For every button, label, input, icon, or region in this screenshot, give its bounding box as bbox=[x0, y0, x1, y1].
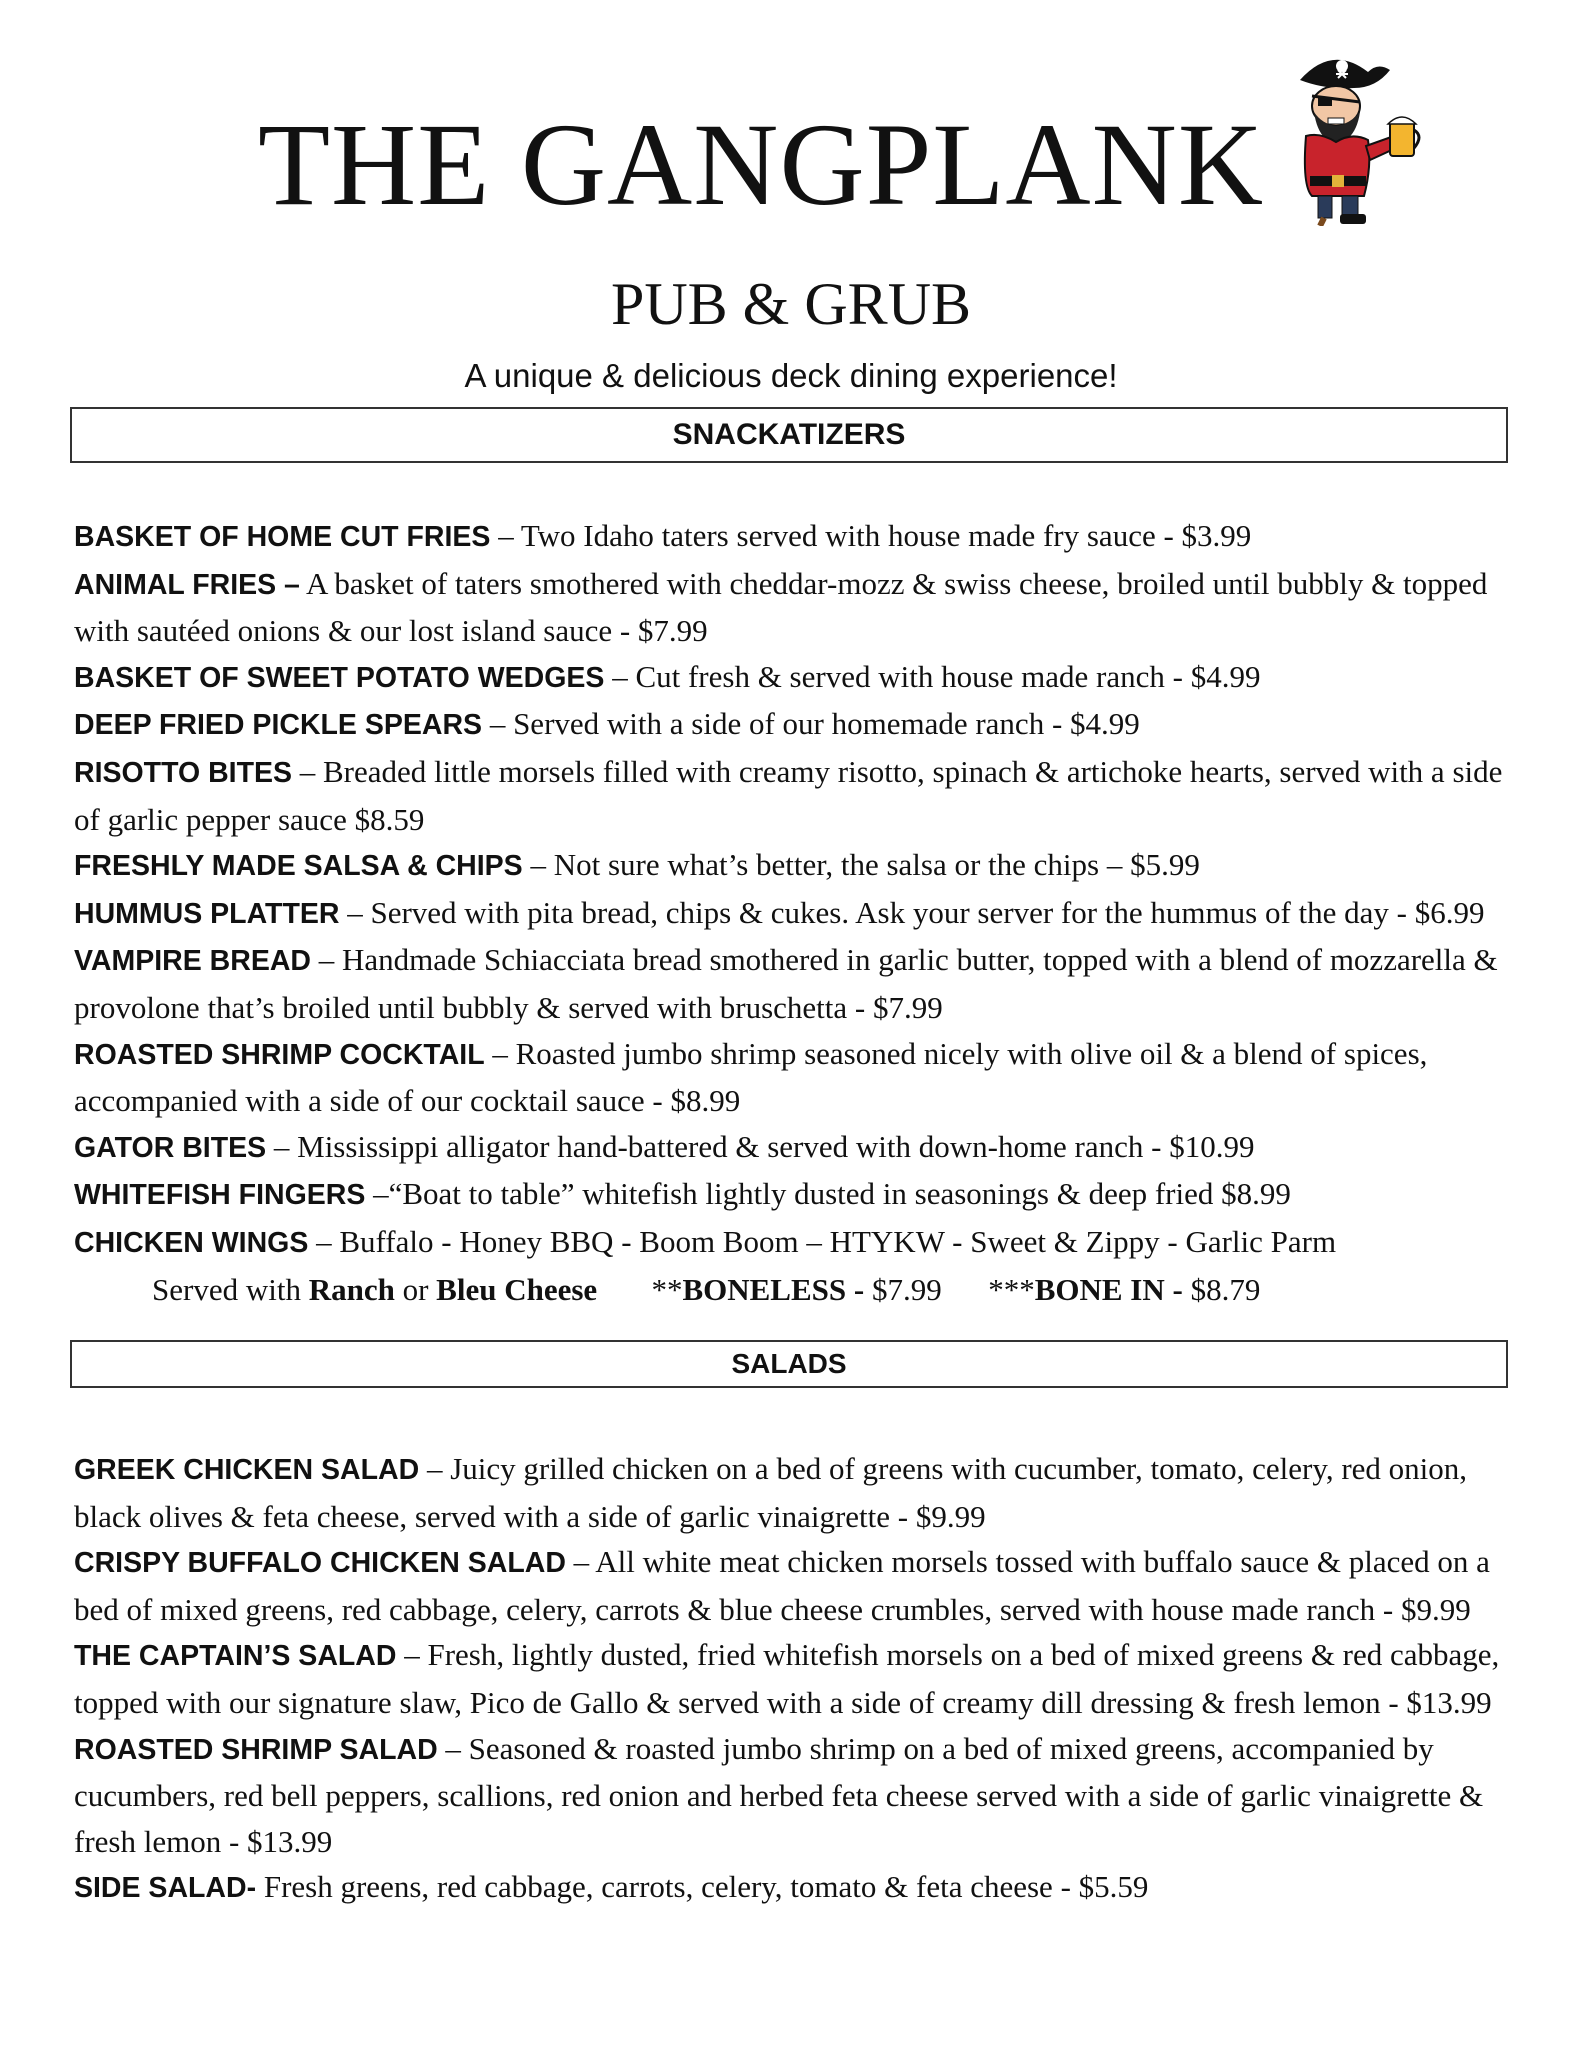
item-description: A basket of taters smothered with cheddar-mozz & swiss cheese, broiled until bubbly & topped with sautéed onions & our lost island sauce - $7.99 bbox=[74, 565, 1488, 649]
salads-list bbox=[74, 1446, 1514, 1912]
item-name: ROASTED SHRIMP SALAD bbox=[74, 1733, 438, 1766]
item-name: FRESHLY MADE SALSA & CHIPS bbox=[74, 850, 523, 883]
menu-item bbox=[74, 1446, 1514, 1539]
menu-item bbox=[74, 1031, 1514, 1124]
restaurant-title: THE GANGPLANK bbox=[257, 99, 1265, 230]
item-description: –“Boat to table” whitefish lightly dusted in seasonings & deep fried $8.99 bbox=[365, 1176, 1291, 1212]
wing-boneless-price: $7.99 bbox=[864, 1271, 942, 1307]
restaurant-subtitle: PUB & GRUB bbox=[610, 271, 972, 337]
wing-bone-in-price: $8.79 bbox=[1182, 1271, 1261, 1307]
item-description: – Seasoned & roasted jumbo shrimp on a bed of mixed greens, accompanied by cucumbers, red bell peppers, scallions, red onion and herbed feta cheese served with a side of garlic vinaigrette & fresh lemon - $13.99 bbox=[74, 1730, 1484, 1859]
item-description: – Mississippi alligator hand-battered & served with down-home ranch - $10.99 bbox=[266, 1128, 1255, 1164]
item-description: – All white meat chicken morsels tossed with buffalo sauce & placed on a bed of mixed greens, red cabbage, celery, carrots & blue cheese crumbles, served with house made ranch - $9.99 bbox=[74, 1544, 1490, 1627]
menu-item bbox=[74, 890, 1514, 938]
menu-item bbox=[74, 1864, 1514, 1912]
menu-item bbox=[74, 561, 1514, 654]
menu-item bbox=[74, 1219, 1514, 1267]
menu-item bbox=[74, 749, 1514, 842]
wing-ranch: Ranch bbox=[308, 1271, 395, 1307]
wing-boneless: BONELESS - bbox=[682, 1271, 865, 1307]
menu-item bbox=[74, 842, 1514, 890]
menu-item bbox=[74, 654, 1514, 702]
item-description: – Juicy grilled chicken on a bed of greens with cucumber, tomato, celery, red onion, black olives & feta cheese, served with a side of garlic vinaigrette - $9.99 bbox=[74, 1451, 1468, 1534]
menu-item bbox=[74, 937, 1514, 1030]
wing-gap-1: ** bbox=[597, 1271, 683, 1307]
item-description: – Not sure what’s better, the salsa or the chips – $5.99 bbox=[522, 847, 1200, 883]
menu-item bbox=[74, 1539, 1514, 1632]
item-name: DEEP FRIED PICKLE SPEARS bbox=[74, 709, 483, 742]
item-name: THE CAPTAIN’S SALAD bbox=[74, 1640, 397, 1673]
item-description: – Two Idaho taters served with house made fry sauce - $3.99 bbox=[490, 518, 1252, 553]
item-name: ANIMAL FRIES – bbox=[74, 568, 300, 601]
menu-item bbox=[74, 513, 1514, 561]
snackatizers-list bbox=[74, 513, 1514, 1312]
wing-served-with: Served with bbox=[152, 1271, 309, 1307]
item-description: – Handmade Schiacciata bread smothered in garlic butter, topped with a blend of mozzarella & provolone that’s broiled until bubbly & served with bruschetta - $7.99 bbox=[74, 942, 1498, 1025]
menu-item bbox=[74, 1124, 1514, 1172]
menu-item bbox=[74, 701, 1514, 749]
item-name: WHITEFISH FINGERS bbox=[74, 1179, 366, 1212]
wing-bleu-cheese: Bleu Cheese bbox=[436, 1271, 598, 1307]
item-description: – Roasted jumbo shrimp seasoned nicely with olive oil & a blend of spices, accompanied with a side of our cocktail sauce - $8.99 bbox=[74, 1035, 1428, 1119]
item-name: VAMPIRE BREAD bbox=[74, 945, 311, 978]
item-description: – Breaded little morsels filled with creamy risotto, spinach & artichoke hearts, served with a side of garlic pepper sauce $8.59 bbox=[74, 753, 1503, 837]
item-name: CHICKEN WINGS bbox=[74, 1226, 309, 1259]
snackatizers-heading: SNACKATIZERS bbox=[70, 407, 1508, 463]
item-description: – Buffalo - Honey BBQ - Boom Boom – HTYKW - Sweet & Zippy - Garlic Parm bbox=[308, 1223, 1337, 1259]
menu-item bbox=[74, 1632, 1514, 1725]
item-name: BASKET OF SWEET POTATO WEDGES bbox=[74, 661, 605, 694]
item-name: GATOR BITES bbox=[74, 1131, 267, 1164]
item-description: – Cut fresh & served with house made ranch - $4.99 bbox=[604, 658, 1261, 694]
wing-gap-2: *** bbox=[941, 1271, 1035, 1307]
item-name: SIDE SALAD- bbox=[74, 1872, 257, 1905]
menu-item bbox=[74, 1726, 1514, 1865]
item-description: – Served with pita bread, chips & cukes. Ask your server for the hummus of the day - $6.99 bbox=[339, 894, 1485, 930]
wing-bone-in: BONE IN - bbox=[1034, 1271, 1183, 1307]
salads-heading: SALADS bbox=[70, 1340, 1508, 1388]
item-name: CRISPY BUFFALO CHICKEN SALAD bbox=[74, 1547, 566, 1580]
item-description: – Served with a side of our homemade ranch - $4.99 bbox=[482, 706, 1140, 742]
menu-item bbox=[74, 1171, 1514, 1219]
pirate-mascot-icon bbox=[1272, 36, 1424, 226]
item-name: BASKET OF HOME CUT FRIES bbox=[74, 521, 491, 553]
item-name: GREEK CHICKEN SALAD bbox=[74, 1454, 420, 1486]
wing-options-line bbox=[74, 1267, 1514, 1313]
item-description: – Fresh, lightly dusted, fried whitefish morsels on a bed of mixed greens & red cabbage, topped with our signature slaw, Pico de Gallo & served with a side of creamy dill dressing & fresh lemon - $13.99 bbox=[74, 1637, 1500, 1720]
item-description: Fresh greens, red cabbage, carrots, celery, tomato & feta cheese - $5.59 bbox=[256, 1869, 1149, 1905]
tagline: A unique & delicious deck dining experience! bbox=[464, 357, 1118, 394]
item-name: RISOTTO BITES bbox=[74, 756, 292, 789]
item-name: HUMMUS PLATTER bbox=[74, 897, 340, 930]
wing-or: or bbox=[394, 1271, 437, 1307]
item-name: ROASTED SHRIMP COCKTAIL bbox=[74, 1038, 485, 1071]
